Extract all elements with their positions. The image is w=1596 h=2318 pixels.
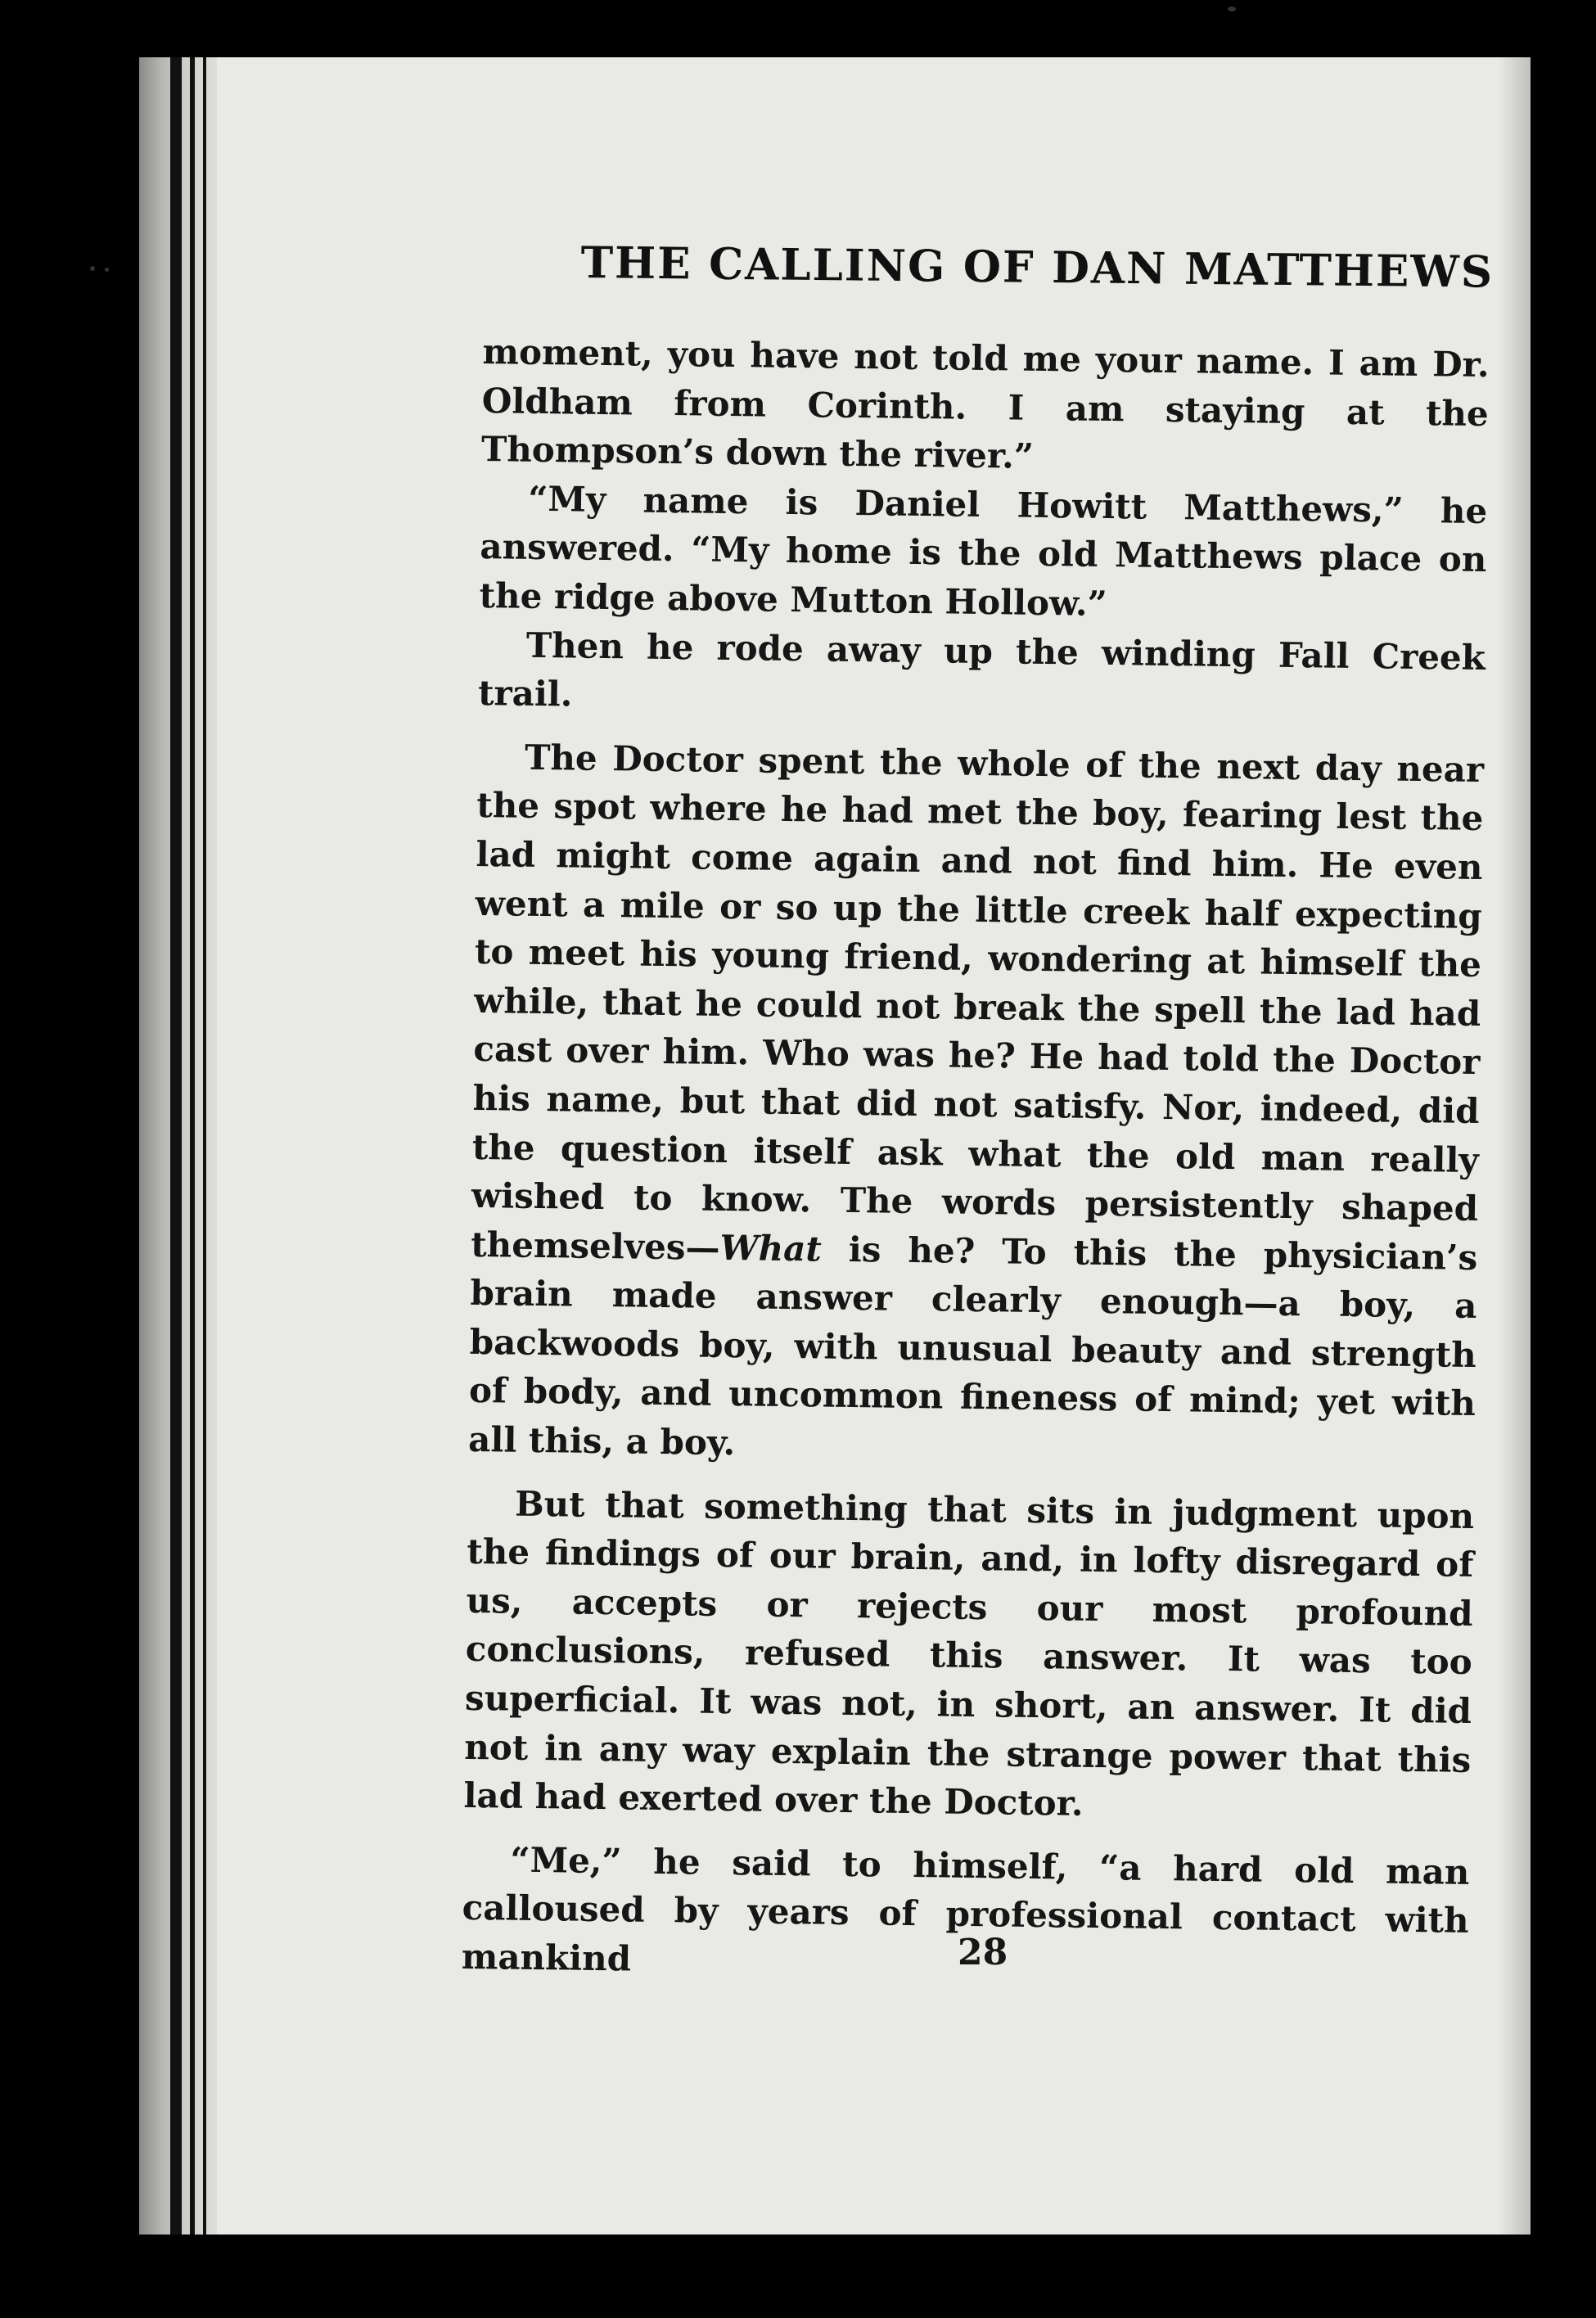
binding-edge-line [190, 57, 195, 2235]
binding-edge-line [170, 57, 182, 2235]
running-header: THE CALLING OF DAN MATTHEWS [580, 237, 1495, 298]
paragraph-text: The Doctor spent the whole of the next day near the spot where he had met the boy, fearing lest the lad might come again and not find him. He even went a mile or so up the little creek half expecting to meet his young friend, wondering at himself the while, that he could not break the spell the lad had cast over him. Who was he? He had told the Doctor his name, but that did not satisfy. Nor, indeed, did the question itself ask what the old man really wished to know. The words persistently shaped themselves— [471, 737, 1485, 1268]
scan-speck [90, 266, 95, 271]
paragraph [468, 733, 1485, 1477]
paragraph: “Me,” he said to himself, “a hard old man calloused by years of professional contact with mankind [461, 1839, 1470, 1979]
paragraph-text: is he? To this the physician’s brain made answer clearly enough—a boy, a backwoods boy, with unusual beauty and strength of body, and uncommon fineness of mind; yet with all this, a boy. [467, 1229, 1478, 1463]
binding-edge-line [203, 57, 206, 2235]
page-body [462, 327, 1490, 1995]
scan-speck [1228, 7, 1236, 11]
scan-speck [105, 268, 109, 272]
italic-emphasis: What [719, 1227, 823, 1269]
paragraph: moment, you have not told me your name. I am Dr. Oldham from Corinth. I am staying at the Thompson’s down the river.” [480, 331, 1490, 477]
paragraph: But that something that sits in judgment upon the findings of our brain, and, in lofty disregard of us, accepts or rejects our most profound conclusions, refused this answer. It was too superficial. It was not, in short, an answer. It did not in any way explain the strange power that this lad had exerted over the Doctor. [463, 1483, 1475, 1824]
paragraph: Then he rode away up the winding Fall Creek trail. [477, 625, 1486, 715]
paragraph: “My name is Daniel Howitt Matthews,” he answered. “My home is the old Matthews place on the ridge above Mutton Hollow.” [479, 478, 1488, 624]
page-number: 28 [958, 1932, 1008, 1973]
page-edge-shadow [1498, 57, 1531, 2235]
book-page [139, 57, 1531, 2235]
